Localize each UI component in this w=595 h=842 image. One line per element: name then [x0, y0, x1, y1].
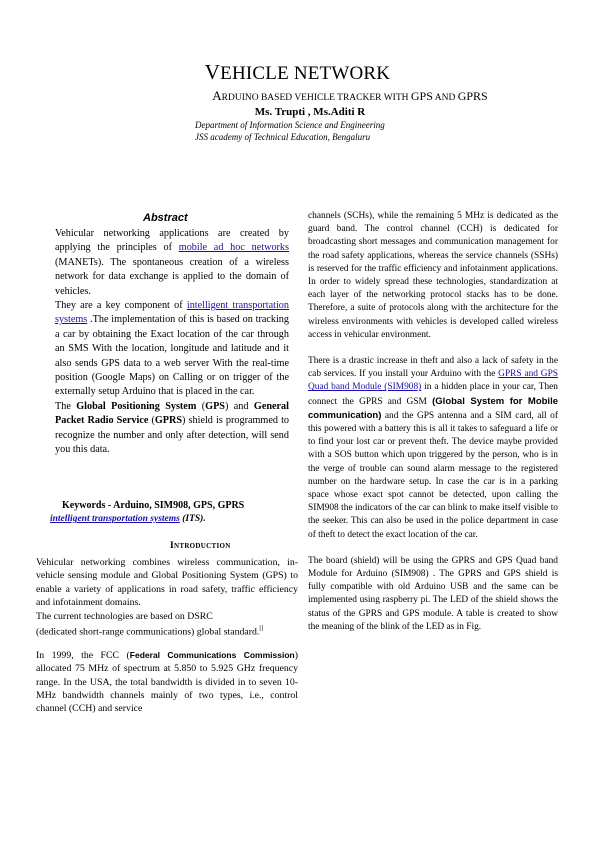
right-column — [308, 210, 558, 634]
right-paragraph-3: The board (shield) will be using the GPRS and GPS Quad band Module for Arduino (SIM908) . The GPRS and GPS shield is fully compatible with old Arduino USB and the same can be implemented using raspberry pi. The LED of the shield shows the status of the GPRS and GPS module. A table is created to show the meaning of the blink of the LED as in Fig. — [308, 555, 558, 632]
keywords-line-2: intelligent transportation systems (ITS). — [50, 514, 206, 524]
paper-title: VEHICLE NETWORK — [204, 60, 391, 84]
abstract-paragraph-2: They are a key component of intelligent transportation systems .The implementation of this is based on tracking a car by obtaining the Exact location of the car through an SMS With the location, longitude and latitude and it also sends GPS data to a web server With the real-time position (Google Maps) on Calling or on trigger of the externally setup Arduino that is placed in the car. — [55, 300, 289, 398]
link-sim908-module[interactable]: GPRS and GPS Quad band Module (SIM908) — [308, 369, 558, 393]
affiliation — [195, 119, 455, 143]
abstract-paragraph-1: Vehicular networking applications are created by applying the principles of mobile ad hoc networks (MANETs). The spontaneous creation of a wireless network for data exchange is applied to the domain of vehicles. — [55, 228, 289, 297]
affiliation-institution: JSS academy of Technical Education, Bengaluru — [195, 132, 371, 142]
intro-paragraph-4: In 1999, the FCC (Federal Communications Commission) allocated 75 MHz of spectrum at 5.850 to 5.925 GHz frequency range. In the USA, the total bandwidth is divided in to seven 10-MHz bandwidth channels mainly of two types, i.e., control channel (CCH) and service — [36, 649, 299, 715]
intro-paragraph-1: Vehicular networking combines wireless communication, in-vehicle sensing module and Global Positioning System (GPS) to enable a variety of applications in road safety, traffic efficiency and infotainment domains. — [36, 557, 298, 609]
paper-subtitle: ARDUINO BASED VEHICLE TRACKER WITH GPS AND GPRS — [212, 88, 488, 103]
authors: Ms. Trupti , Ms.Aditi R — [254, 106, 366, 118]
link-intelligent-transportation-systems[interactable]: intelligent transportation systems — [55, 300, 289, 326]
introduction-heading: Introduction — [170, 541, 231, 551]
intro-paragraph-3: (dedicated short-range communications) global standard.[] — [36, 626, 264, 638]
intro-paragraph-2: The current technologies are based on DSRC — [36, 610, 213, 622]
right-paragraph-2: There is a drastic increase in theft and also a lack of safety in the cab services. If you install your Arduino with the GPRS and GPS Quad band Module (SIM908) in a hidden place in your car, Then connect the GPRS and GSM (Global System for Mobile communication) and the GPS antenna and a SIM card, all of this powered with a battery this is all it takes to safeguard a life or to find your lost car or prevent theft. The device maybe provided with a SOS button which upon triggered by the person, who is in the verge of trouble can sound alarm message to the registered number on the hardware setup. In case the car is in a parking space whose exact spot cannot be detected, upon calling the SIM908 the indicators of the car can blink to make itself visible to the seeker. This can also be used in the police department in case of theft to detect the exact location of the car. — [308, 356, 558, 540]
abstract-heading: Abstract — [143, 212, 188, 224]
affiliation-department: Department of Information Science and Engineering — [195, 120, 385, 130]
link-its[interactable]: intelligent transportation systems — [50, 514, 180, 524]
link-mobile-ad-hoc-networks[interactable]: mobile ad hoc networks — [178, 242, 289, 254]
abstract-paragraph-3: The Global Positioning System (GPS) and General Packet Radio Service (GPRS) shield is programmed to recognize the number and only after detection, will send you this data. — [55, 400, 289, 456]
keywords: Keywords - Arduino, SIM908, GPS, GPRS — [62, 500, 245, 511]
introduction-body — [36, 556, 298, 716]
right-paragraph-1: channels (SCHs), while the remaining 5 MHz is dedicated as the guard band. The control channel (CCH) is dedicated for broadcasting short messages and communication management for the road safety applications, whereas the service channels (SSHs) is reserved for the traffic efficiency and infotainment applications. In order to widely spread these technologies, standardization at each layer of the networking protocol stacks has to be done. Therefore, a suite of protocols along with the architecture for the wireless environments with vehicles is developed called wireless access in vehicular environment. — [308, 211, 558, 340]
abstract-body — [55, 227, 289, 458]
